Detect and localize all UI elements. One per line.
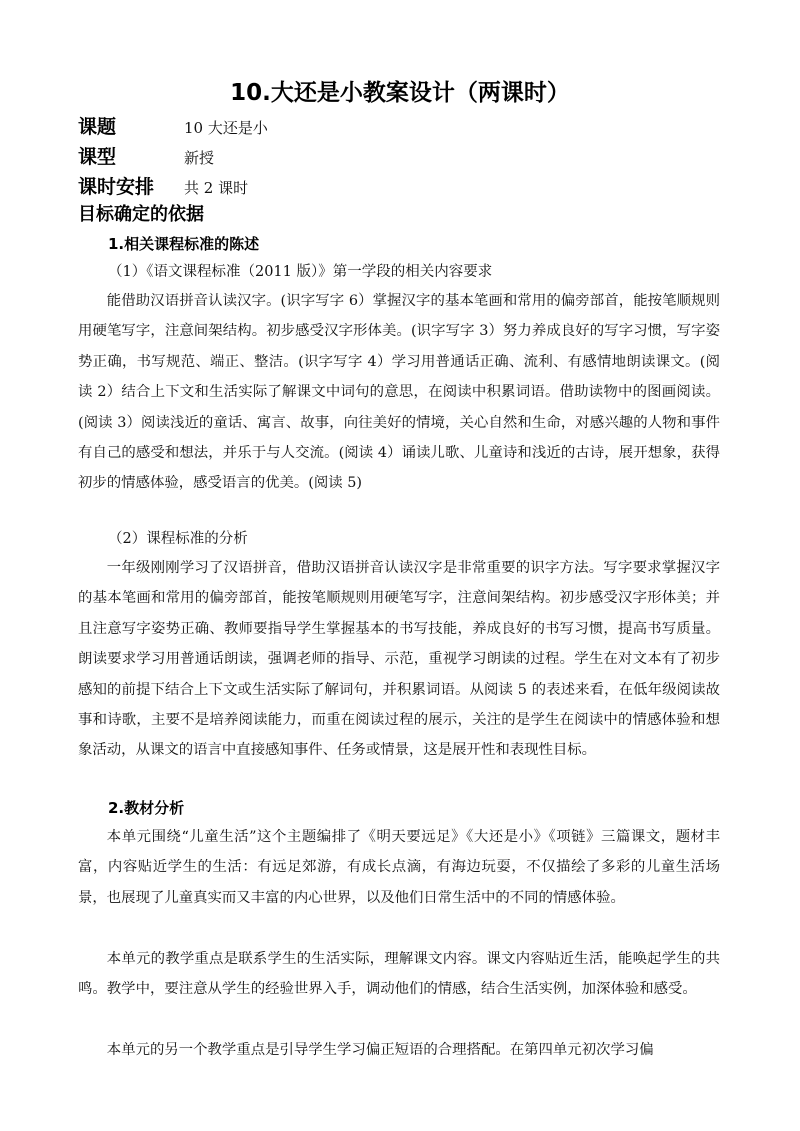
meta-row-type: [78, 143, 718, 171]
meta-row-topic: [78, 113, 718, 141]
paragraph-standards-analysis: 一年级刚刚学习了汉语拼音，借助汉语拼音认读汉字是非常重要的识字方法。写字要求掌握汉字的基本笔画和常用的偏旁部首，能按笔顺规则用硬笔写字，注意间架结构。初步感受汉字形体美；并且注意写字姿势正确、教师要指导学生掌握基本的书写技能，养成良好的书写习惯，提高书写质量。朗读要求学习用普通话朗读，强调老师的指导、示范，重视学习朗读的过程。学生在对文本有了初步感知的前提下结合上下文或生活实际了解词句，并积累词语。从阅读 5 的表述来看，在低年级阅读故事和诗歌，主要不是培养阅读能力，而重在阅读过程的展示，关注的是学生在阅读中的情感体验和想象活动，从课文的语言中直接感知事件、任务或情景，这是展开性和表现性目标。: [78, 560, 720, 759]
meta-label-topic: 课题: [78, 116, 117, 138]
paragraph-textbook-1: 本单元围绕“儿童生活”这个主题编排了《明天要远足》《大还是小》《项链》三篇课文，题材丰富，内容贴近学生的生活：有远足郊游，有成长点滴，有海边玩耍，不仅描绘了多彩的儿童生活场景，也展现了儿童真实而又丰富的内心世界，以及他们日常生活中的不同的情感体验。: [78, 829, 720, 906]
paragraph-textbook-3: 本单元的另一个教学重点是引导学生学习偏正短语的合理搭配。在第四单元初次学习偏: [106, 1042, 654, 1058]
document-title: 10.大还是小教案设计（两课时）: [230, 80, 570, 106]
item-title-standards-analysis: （2）课程标准的分析: [108, 531, 248, 547]
paragraph-textbook-2: 本单元的教学重点是联系学生的生活实际，理解课文内容。课文内容贴近生活，能唤起学生的共鸣。教学中，要注意从学生的经验世界入手，调动他们的情感，结合生活实例，加深体验和感受。: [78, 951, 720, 998]
meta-value-type: 新授: [184, 149, 215, 167]
subsection-heading-textbook: 2.教材分析: [108, 799, 185, 817]
item-title-standards-requirements: （1）《语文课程标准（2011 版）》第一学段的相关内容要求: [108, 264, 493, 280]
section-heading: 目标确定的依据: [78, 204, 204, 225]
meta-label-schedule: 课时安排: [78, 176, 155, 198]
meta-label-type: 课型: [78, 146, 117, 168]
meta-value-topic: 10 大还是小: [184, 119, 268, 137]
subsection-heading-standards: 1.相关课程标准的陈述: [108, 235, 260, 253]
meta-value-schedule: 共 2 课时: [184, 179, 249, 197]
meta-row-schedule: [78, 173, 718, 201]
paragraph-standards-requirements: 能借助汉语拼音认读汉字。(识字写字 6）掌握汉字的基本笔画和常用的偏旁部首，能按笔顺规则用硬笔写字，注意间架结构。初步感受汉字形体美。(识字写字 3）努力养成良好的写字习惯，写字姿势正确，书写规范、端正、整洁。(识字写字 4）学习用普通话正确、流利、有感情地朗读课文。(阅读 2）结合上下文和生活实际了解课文中词句的意思，在阅读中积累词语。借助读物中的图画阅读。(阅读 3）阅读浅近的童话、寓言、故事，向往美好的情境，关心自然和生命，对感兴趣的人物和事件有自己的感受和想法，并乐于与人交流。(阅读 4）诵读儿歌、儿童诗和浅近的古诗，展开想象，获得初步的情感体验，感受语言的优美。(阅读 5): [78, 293, 720, 492]
